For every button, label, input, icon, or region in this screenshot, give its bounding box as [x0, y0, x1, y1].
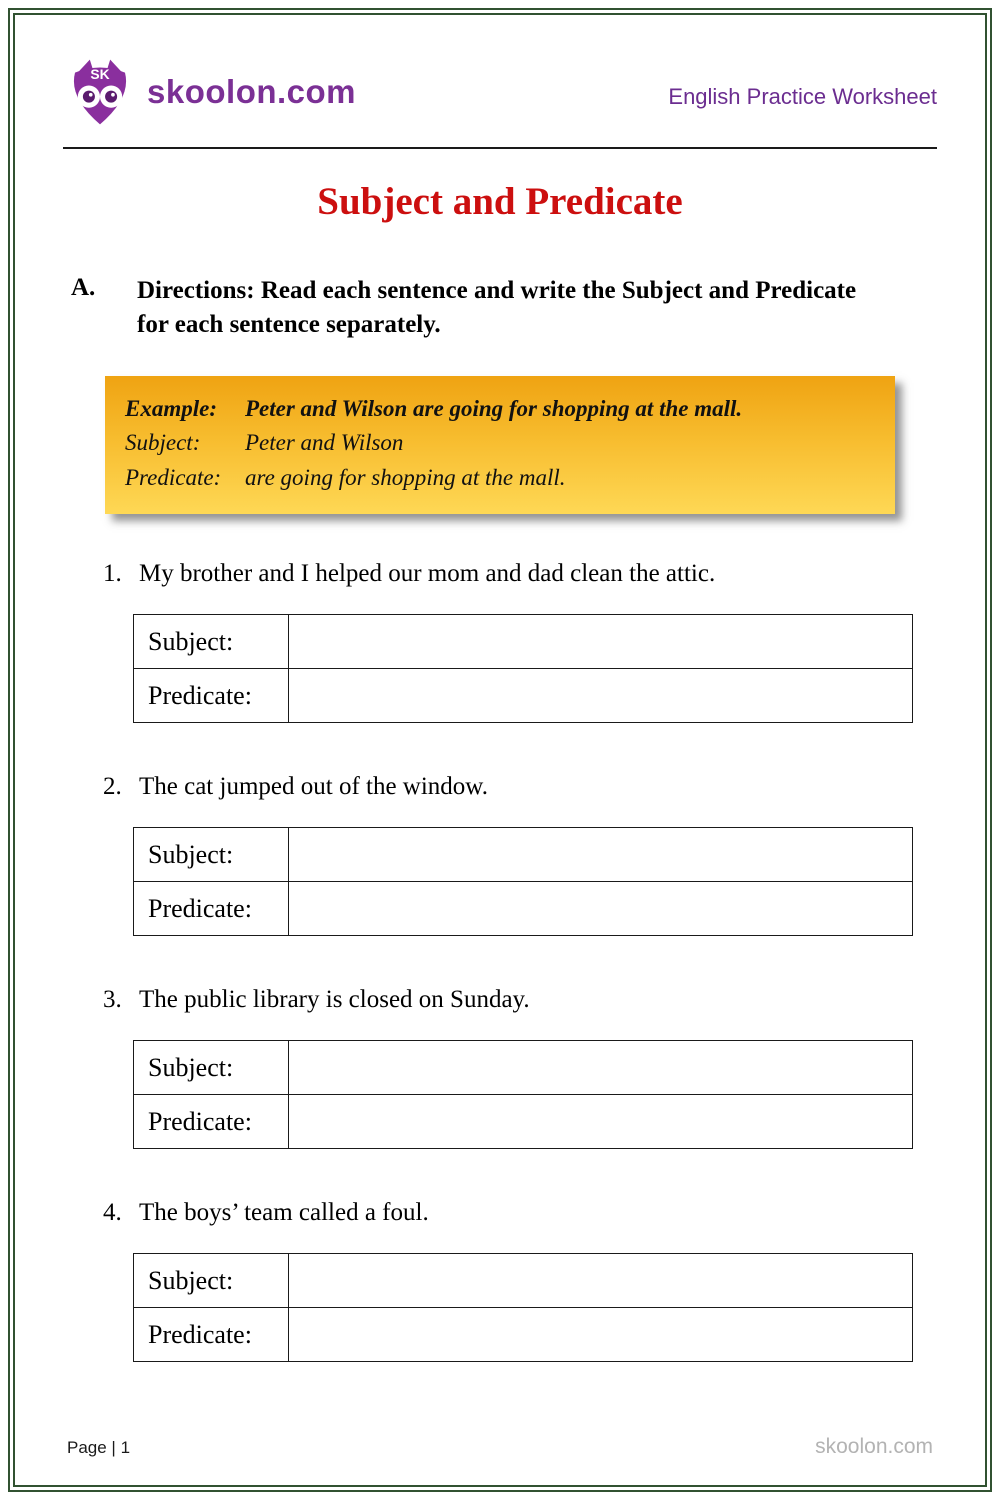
- section-a: [63, 274, 937, 342]
- question-1: [63, 560, 937, 723]
- questions-list: [63, 560, 937, 1362]
- subject-label: Subject:: [134, 1254, 289, 1308]
- subject-answer-field-2[interactable]: [289, 828, 913, 882]
- question-sentence-row: [103, 560, 937, 588]
- question-sentence-row: [103, 986, 937, 1014]
- worksheet-type-label: English Practice Worksheet: [668, 84, 937, 109]
- answer-table-3: [133, 1040, 913, 1149]
- subject-label: Subject:: [134, 828, 289, 882]
- predicate-answer-field-4[interactable]: [289, 1308, 913, 1362]
- example-sentence-row: [125, 392, 875, 427]
- example-label: Example:: [125, 395, 217, 421]
- question-2: [63, 773, 937, 936]
- page-border-outer: [8, 8, 992, 1492]
- example-sentence: Peter and Wilson are going for shopping at the mall.: [245, 395, 743, 421]
- question-sentence-row: [103, 1199, 937, 1227]
- question-sentence: The boys’ team called a foul.: [139, 1199, 429, 1227]
- page-title: Subject and Predicate: [317, 180, 683, 223]
- example-predicate-text: are going for shopping at the mall.: [245, 465, 566, 491]
- subject-label: Subject:: [134, 1041, 289, 1095]
- example-box: [105, 376, 895, 515]
- footer-brand: skoolon.com: [815, 1435, 933, 1458]
- predicate-label: Predicate:: [134, 669, 289, 723]
- question-number: 3.: [103, 986, 122, 1014]
- example-subject-row: [125, 426, 875, 461]
- predicate-label: Predicate:: [134, 882, 289, 936]
- svg-text:SK: SK: [90, 66, 110, 83]
- question-sentence: The cat jumped out of the window.: [139, 773, 488, 801]
- predicate-answer-field-1[interactable]: [289, 669, 913, 723]
- question-sentence-row: [103, 773, 937, 801]
- subject-answer-field-1[interactable]: [289, 615, 913, 669]
- question-sentence: The public library is closed on Sunday.: [139, 986, 530, 1014]
- section-label: A.: [71, 274, 96, 301]
- predicate-label: Predicate:: [134, 1095, 289, 1149]
- predicate-answer-field-2[interactable]: [289, 882, 913, 936]
- subject-answer-field-3[interactable]: [289, 1041, 913, 1095]
- question-4: [63, 1199, 937, 1362]
- footer: [67, 1435, 933, 1459]
- worksheet-page: [13, 13, 987, 1487]
- question-number: 4.: [103, 1199, 122, 1227]
- question-number: 1.: [103, 560, 122, 588]
- brand-text: skoolon.com: [147, 73, 357, 110]
- header: [63, 55, 937, 129]
- answer-table-4: [133, 1253, 913, 1362]
- subject-answer-field-4[interactable]: [289, 1254, 913, 1308]
- skoolon-owl-logo-icon: [63, 55, 137, 129]
- brand-group: [63, 55, 356, 129]
- directions-text: Directions: Read each sentence and write the Subject and Predicate for each sentence separately.: [137, 277, 857, 338]
- subject-label: Subject:: [134, 615, 289, 669]
- predicate-label: Predicate:: [134, 1308, 289, 1362]
- predicate-answer-field-3[interactable]: [289, 1095, 913, 1149]
- example-predicate-label: Predicate:: [125, 465, 222, 491]
- answer-table-2: [133, 827, 913, 936]
- header-divider: [63, 147, 937, 149]
- question-number: 2.: [103, 773, 122, 801]
- page-number: Page | 1: [67, 1438, 131, 1457]
- answer-table-1: [133, 614, 913, 723]
- example-predicate-row: [125, 461, 875, 496]
- example-subject-label: Subject:: [125, 430, 201, 456]
- example-subject-text: Peter and Wilson: [245, 430, 404, 456]
- question-3: [63, 986, 937, 1149]
- question-sentence: My brother and I helped our mom and dad clean the attic.: [139, 560, 716, 588]
